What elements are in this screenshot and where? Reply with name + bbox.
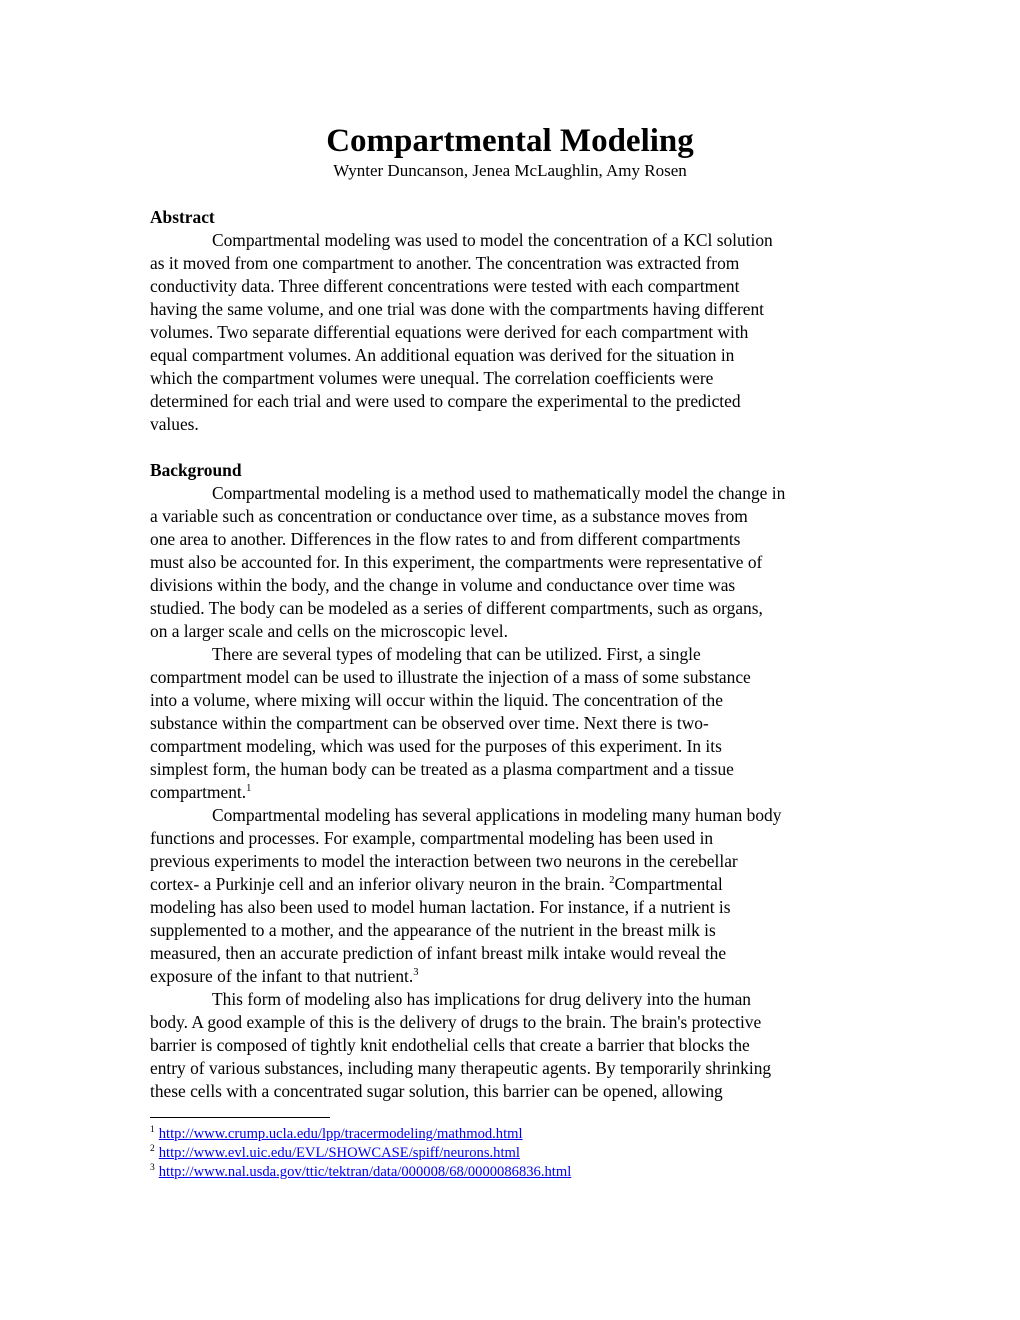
background-line: on a larger scale and cells on the microscopic level. [150, 621, 508, 641]
background-line [150, 873, 723, 896]
abstract-line: conductivity data. Three different concentrations were tested with each compartment [150, 276, 740, 296]
background-line: modeling has also been used to model human lactation. For instance, if a nutrient is [150, 897, 731, 917]
footnote [150, 1144, 520, 1162]
background-line: studied. The body can be modeled as a series of different compartments, such as organs, [150, 598, 763, 618]
footnote [150, 1163, 571, 1181]
background-line [150, 965, 418, 988]
footnote-number: 2 [150, 1144, 155, 1154]
background-line: these cells with a concentrated sugar solution, this barrier can be opened, allowing [150, 1081, 723, 1101]
background-line: body. A good example of this is the delivery of drugs to the brain. The brain's protective [150, 1012, 762, 1032]
abstract-line: as it moved from one compartment to another. The concentration was extracted from [150, 253, 740, 273]
footnote-ref[interactable]: 1 [246, 783, 252, 794]
footnote-number: 3 [150, 1163, 155, 1173]
footnote-separator [150, 1117, 330, 1118]
footnote-link[interactable]: http://www.crump.ucla.edu/lpp/tracermodeling/mathmod.html [158, 1126, 523, 1142]
background-line: compartment modeling, which was used for the purposes of this experiment. In its [150, 736, 722, 756]
footnote-ref[interactable]: 2 [609, 875, 615, 886]
background-heading: Background [150, 460, 242, 480]
footnote-number: 1 [150, 1125, 155, 1135]
footnote-link[interactable]: http://www.nal.usda.gov/ttic/tektran/data/000008/68/0000086836.html [158, 1164, 572, 1180]
background-line: one area to another. Differences in the flow rates to and from different compartments [150, 529, 741, 549]
abstract-line: values. [150, 414, 199, 434]
background-line: Compartmental modeling has several applications in modeling many human body [212, 805, 782, 825]
line-text: compartment. [150, 782, 247, 802]
background-line: must also be accounted for. In this experiment, the compartments were representative of [150, 552, 763, 572]
background-line: supplemented to a mother, and the appearance of the nutrient in the breast milk is [150, 920, 716, 940]
author-list: Wynter Duncanson, Jenea McLaughlin, Amy Rosen [333, 161, 687, 180]
abstract-line: determined for each trial and were used to compare the experimental to the predicted [150, 391, 741, 411]
background-line: There are several types of modeling that can be utilized. First, a single [212, 644, 701, 664]
background-line: previous experiments to model the interaction between two neurons in the cerebellar [150, 851, 738, 871]
background-line: divisions within the body, and the change in volume and conductance over time was [150, 575, 736, 595]
background-line: a variable such as concentration or conductance over time, as a substance moves from [150, 506, 748, 526]
line-text: exposure of the infant to that nutrient. [150, 966, 414, 986]
line-text: cortex- a Purkinje cell and an inferior olivary neuron in the brain. [150, 874, 610, 894]
paper-title: Compartmental Modeling [326, 123, 694, 159]
background-line: barrier is composed of tightly knit endothelial cells that create a barrier that blocks the [150, 1035, 750, 1055]
background-line [150, 781, 251, 804]
background-line: Compartmental modeling is a method used to mathematically model the change in [212, 483, 786, 503]
background-line: into a volume, where mixing will occur within the liquid. The concentration of the [150, 690, 723, 710]
footnote-ref[interactable]: 3 [413, 967, 419, 978]
background-line: entry of various substances, including many therapeutic agents. By temporarily shrinking [150, 1058, 772, 1078]
background-line: substance within the compartment can be observed over time. Next there is two- [150, 713, 709, 733]
footnote-link[interactable]: http://www.evl.uic.edu/EVL/SHOWCASE/spiff/neurons.html [158, 1145, 520, 1161]
abstract-heading: Abstract [150, 207, 215, 227]
background-line: simplest form, the human body can be treated as a plasma compartment and a tissue [150, 759, 734, 779]
background-line: compartment model can be used to illustrate the injection of a mass of some substance [150, 667, 751, 687]
line-text: Compartmental [614, 874, 723, 894]
footnote [150, 1125, 523, 1143]
abstract-line: Compartmental modeling was used to model the concentration of a KCl solution [212, 230, 773, 250]
abstract-line: volumes. Two separate differential equations were derived for each compartment with [150, 322, 749, 342]
background-line: functions and processes. For example, compartmental modeling has been used in [150, 828, 714, 848]
background-line: This form of modeling also has implications for drug delivery into the human [212, 989, 752, 1009]
abstract-line: equal compartment volumes. An additional equation was derived for the situation in [150, 345, 735, 365]
abstract-line: which the compartment volumes were unequal. The correlation coefficients were [150, 368, 714, 388]
abstract-line: having the same volume, and one trial was done with the compartments having different [150, 299, 764, 319]
background-line: measured, then an accurate prediction of infant breast milk intake would reveal the [150, 943, 727, 963]
